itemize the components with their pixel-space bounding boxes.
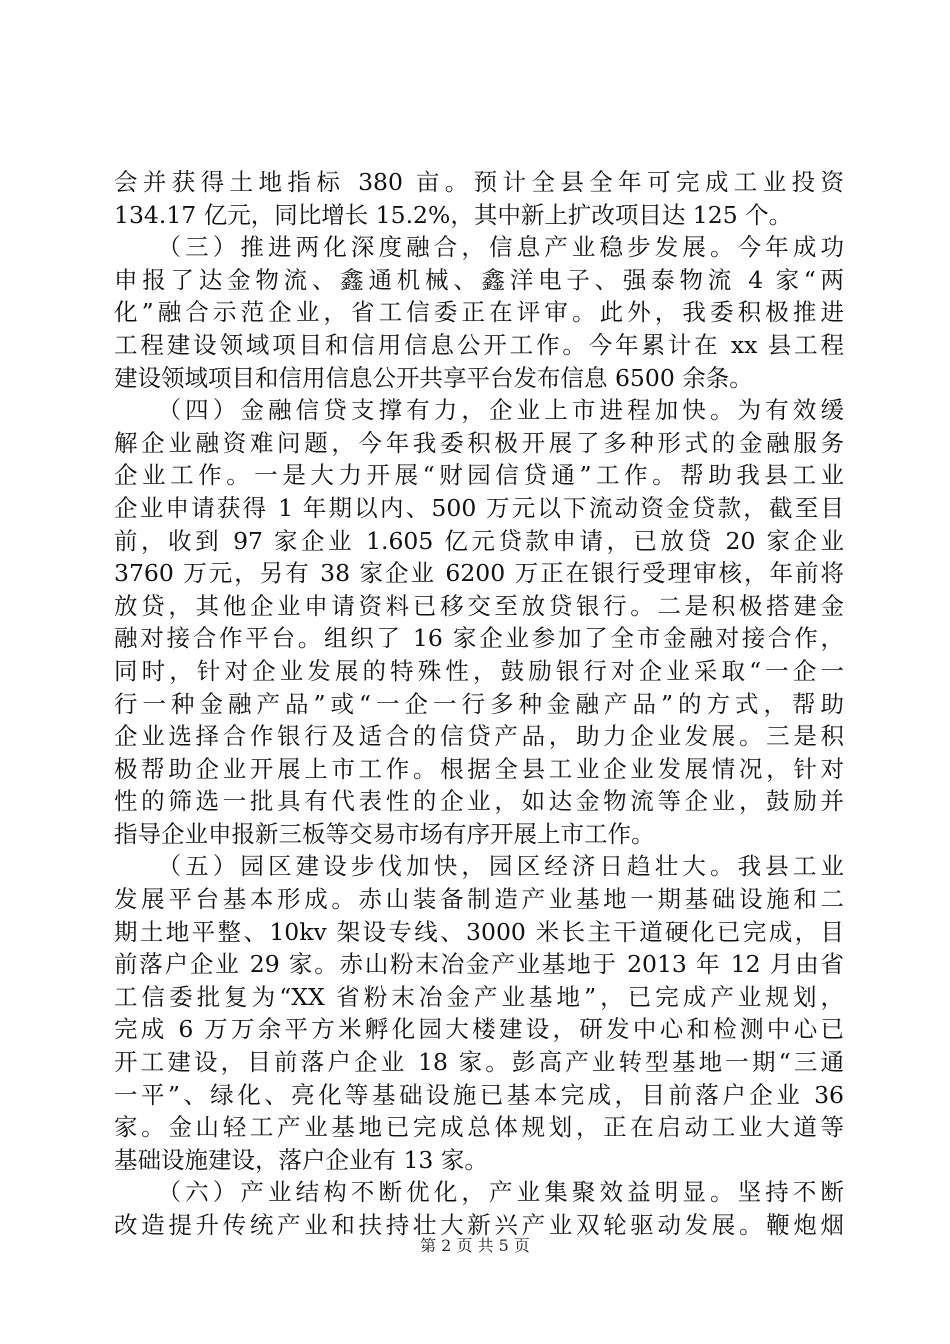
text-line: 前落户企业 29 家。赤山粉末冶金产业基地于 2013 年 12 月由省: [114, 950, 844, 979]
text-line: 化”融合示范企业，省工信委正在评审。此外，我委积极推进: [114, 298, 844, 327]
text-line: 开工建设，目前落户企业 18 家。彭高产业转型基地一期“三通: [114, 1048, 844, 1077]
text-line: 3760 万元，另有 38 家企业 6200 万正在银行受理审核，年前将: [114, 559, 844, 588]
document-body: [114, 166, 844, 1242]
text-line: （四）金融信贷支撑有力，企业上市进程加快。为有效缓: [114, 396, 844, 425]
text-line: 融对接合作平台。组织了 16 家企业参加了全市金融对接合作，: [114, 624, 844, 653]
text-line: （三）推进两化深度融合，信息产业稳步发展。今年成功: [114, 233, 844, 262]
text-line: 行一种金融产品”或“一企一行多种金融产品”的方式，帮助: [114, 689, 844, 718]
text-line: （六）产业结构不断优化，产业集聚效益明显。坚持不断: [114, 1178, 844, 1207]
text-line: 前，收到 97 家企业 1.605 亿元贷款申请，已放贷 20 家企业: [114, 526, 844, 555]
text-line: 极帮助企业开展上市工作。根据全县工业企业发展情况，针对: [114, 754, 844, 783]
text-line: （五）园区建设步伐加快，园区经济日趋壮大。我县工业: [114, 852, 844, 881]
text-line: 解企业融资难问题，今年我委积极开展了多种形式的金融服务: [114, 428, 844, 457]
text-line: 会并获得土地指标 380 亩。预计全县全年可完成工业投资: [114, 168, 844, 196]
text-line: 工信委批复为“XX 省粉末冶金产业基地”，已完成产业规划，: [114, 982, 844, 1011]
text-line: 家。金山轻工产业基地已完成总体规划，正在启动工业大道等: [114, 1113, 844, 1142]
text-line: 企业申请获得 1 年期以内、500 万元以下流动资金贷款，截至目: [114, 493, 844, 522]
text-line: 134.17 亿元，同比增长 15.2%，其中新上扩改项目达 125 个。: [114, 200, 793, 229]
text-line: 改造提升传统产业和扶持壮大新兴产业双轮驱动发展。鞭炮烟: [114, 1211, 844, 1239]
text-line: 发展平台基本形成。赤山装备制造产业基地一期基础设施和二: [114, 885, 844, 914]
text-line: 完成 6 万万余平方米孵化园大楼建设，研发中心和检测中心已: [114, 1015, 844, 1044]
text-line: 企业工作。一是大力开展“财园信贷通”工作。帮助我县工业: [114, 461, 844, 490]
text-line: 性的筛选一批具有代表性的企业，如达金物流等企业，鼓励并: [114, 787, 844, 816]
text-line: 建设领域项目和信用信息公开共享平台发布信息 6500 余条。: [114, 363, 753, 392]
text-line: 放贷，其他企业申请资料已移交至放贷银行。二是积极搭建金: [114, 591, 844, 620]
page-footer: 第 2 页 共 5 页: [420, 1236, 530, 1255]
text-line: 工程建设领域项目和信用信息公开工作。今年累计在 xx 县工程: [114, 330, 844, 359]
text-line: 期土地平整、10kv 架设专线、3000 米长主干道硬化已完成，目: [114, 917, 844, 946]
text-line: 一平”、绿化、亮化等基础设施已基本完成，目前落户企业 36: [114, 1080, 844, 1109]
text-line: 申报了达金物流、鑫通机械、鑫洋电子、强泰物流 4 家“两: [114, 265, 844, 294]
text-line: 指导企业申报新三板等交易市场有序开展上市工作。: [114, 819, 655, 848]
text-line: 基础设施建设，落户企业有 13 家。: [114, 1145, 488, 1174]
text-line: 同时，针对企业发展的特殊性，鼓励银行对企业采取“一企一: [114, 656, 844, 685]
text-line: 企业选择合作银行及适合的信贷产品，助力企业发展。三是积: [114, 722, 844, 751]
